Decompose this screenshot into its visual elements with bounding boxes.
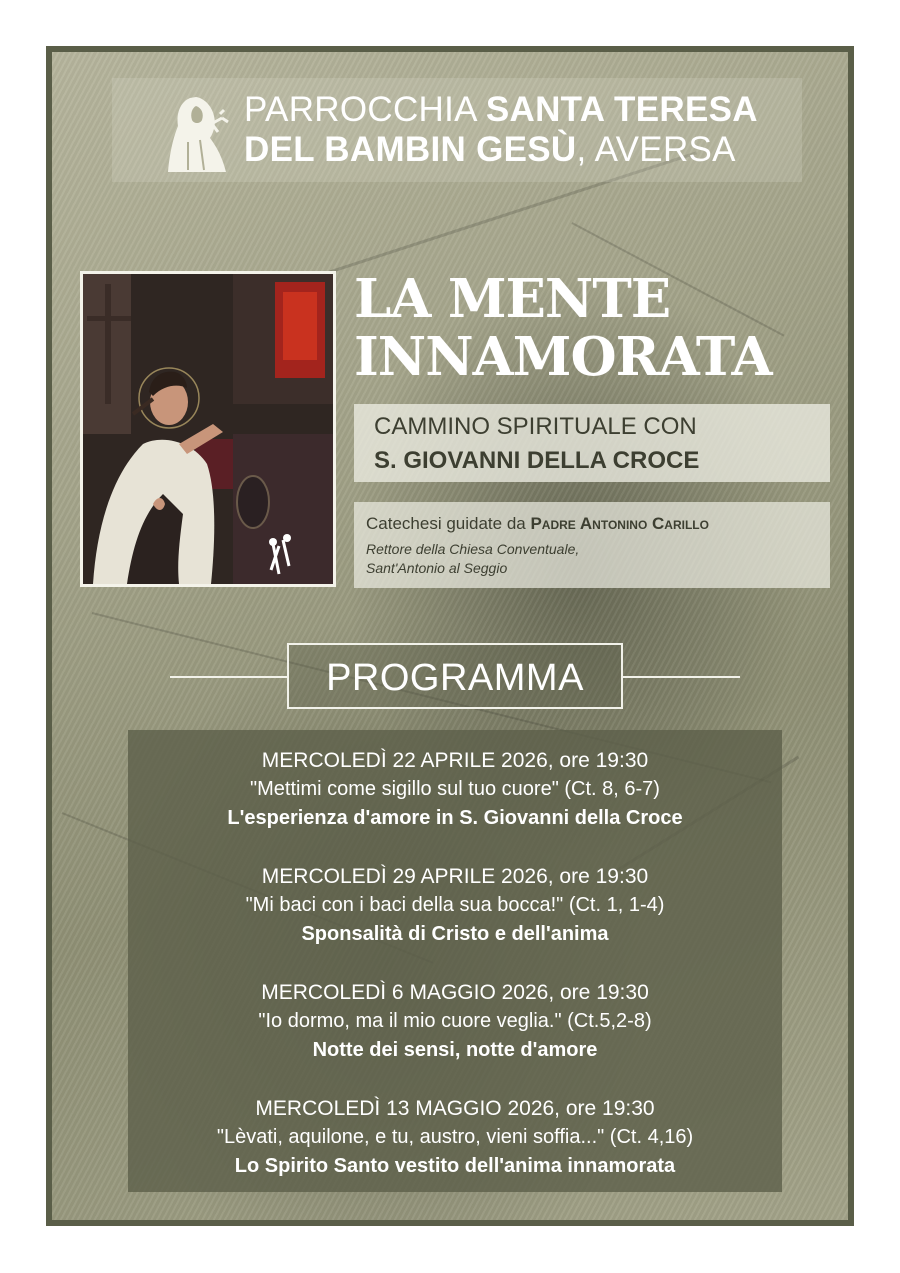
event-topic: L'esperienza d'amore in S. Giovanni della Croce bbox=[227, 807, 683, 829]
speaker-prefix: Catechesi guidate da bbox=[366, 514, 531, 533]
speaker-role-line2: Sant'Antonio al Seggio bbox=[366, 560, 508, 576]
parish-name-line2-bold: DEL BAMBIN GESÙ bbox=[244, 130, 577, 169]
subtitle-line2: S. GIOVANNI DELLA CROCE bbox=[374, 447, 700, 474]
speaker-role-line1: Rettore della Chiesa Conventuale, bbox=[366, 541, 580, 557]
divider-left bbox=[170, 676, 287, 678]
event-topic: Lo Spirito Santo vestito dell'anima innamorata bbox=[234, 1155, 676, 1177]
speaker-line bbox=[366, 514, 709, 534]
event-date: MERCOLEDÌ 29 APRILE 2026, ore 19:30 bbox=[261, 865, 649, 888]
parish-name-line1-regular: PARROCCHIA bbox=[244, 90, 486, 129]
subtitle-line1: CAMMINO SPIRITUALE CON bbox=[374, 413, 697, 440]
event-quote: "Lèvati, aquilone, e tu, austro, vieni soffia..." (Ct. 4,16) bbox=[216, 1126, 694, 1148]
event-title-line1: LA MENTE bbox=[354, 268, 671, 330]
event-quote: "Mi baci con i baci della sua bocca!" (Ct. 1, 1-4) bbox=[245, 894, 665, 916]
event-item bbox=[128, 1094, 782, 1181]
event-quote: "Io dormo, ma il mio cuore veglia." (Ct.5,2-8) bbox=[258, 1010, 652, 1032]
poster bbox=[46, 46, 854, 1226]
event-date: MERCOLEDÌ 6 MAGGIO 2026, ore 19:30 bbox=[261, 981, 649, 1004]
event-item bbox=[128, 978, 782, 1065]
parish-name-line1-bold: SANTA TERESA bbox=[485, 90, 758, 129]
divider-right bbox=[623, 676, 740, 678]
saint-teresa-silhouette-icon bbox=[164, 92, 234, 174]
event-topic: Notte dei sensi, notte d'amore bbox=[312, 1039, 598, 1061]
saint-painting-image bbox=[80, 271, 336, 587]
program-heading-label: PROGRAMMA bbox=[326, 657, 584, 699]
speaker-name: Padre Antonino Carillo bbox=[530, 514, 709, 533]
speaker-box bbox=[354, 502, 830, 588]
event-item bbox=[128, 746, 782, 833]
parish-name-line2-regular: , AVERSA bbox=[576, 130, 736, 169]
program-events-panel bbox=[128, 730, 782, 1192]
event-date: MERCOLEDÌ 13 MAGGIO 2026, ore 19:30 bbox=[255, 1097, 655, 1120]
program-heading bbox=[287, 643, 623, 709]
event-title-line2: INNAMORATA bbox=[354, 326, 772, 388]
parish-name bbox=[244, 90, 758, 170]
event-date: MERCOLEDÌ 22 APRILE 2026, ore 19:30 bbox=[261, 749, 649, 772]
event-title bbox=[354, 270, 772, 386]
event-topic: Sponsalità di Cristo e dell'anima bbox=[301, 923, 609, 945]
event-item bbox=[128, 862, 782, 949]
subtitle-box bbox=[354, 404, 830, 482]
event-quote: "Mettimi come sigillo sul tuo cuore" (Ct. 8, 6-7) bbox=[250, 778, 660, 800]
header-band bbox=[112, 78, 802, 182]
